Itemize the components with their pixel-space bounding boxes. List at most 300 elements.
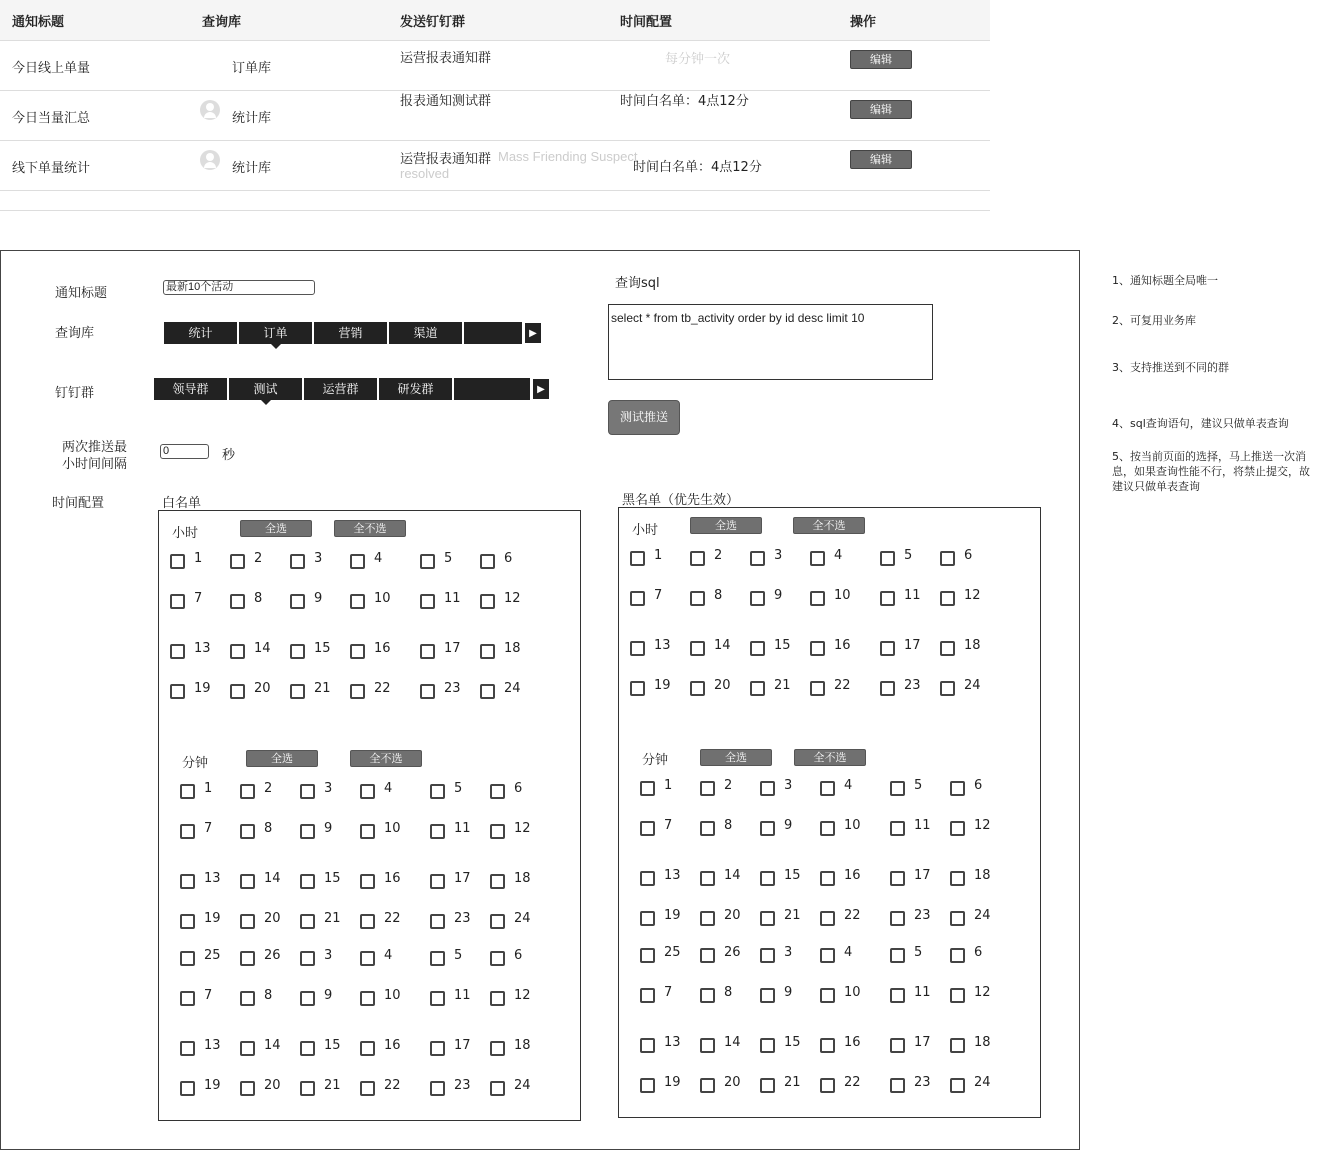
whitelist-minute-number: 16 bbox=[384, 1038, 401, 1053]
whitelist-minute-select-all-button[interactable]: 全选 bbox=[246, 750, 318, 767]
whitelist-hour-select-none-button[interactable]: 全不选 bbox=[334, 520, 406, 537]
whitelist-minute-checkbox[interactable] bbox=[490, 784, 505, 799]
row-db: 订单库 bbox=[232, 61, 272, 76]
blacklist-hour-checkbox[interactable] bbox=[690, 641, 705, 656]
blacklist-hour-number: 22 bbox=[834, 678, 851, 693]
blacklist-minute-checkbox[interactable] bbox=[820, 948, 835, 963]
whitelist-minute-checkbox[interactable] bbox=[300, 1081, 315, 1096]
whitelist-minute-checkbox[interactable] bbox=[360, 874, 375, 889]
whitelist-hour-checkbox[interactable] bbox=[230, 554, 245, 569]
whitelist-hour-checkbox[interactable] bbox=[290, 594, 305, 609]
row-group: 运营报表通知群 bbox=[400, 152, 492, 167]
whitelist-minute-number: 14 bbox=[264, 871, 281, 886]
whitelist-minute-checkbox[interactable] bbox=[240, 824, 255, 839]
blacklist-hour-checkbox[interactable] bbox=[690, 681, 705, 696]
whitelist-hour-number: 22 bbox=[374, 681, 391, 696]
blacklist-minute-checkbox[interactable] bbox=[950, 1078, 965, 1093]
blacklist-hour-checkbox[interactable] bbox=[690, 551, 705, 566]
blacklist-minute-number: 6 bbox=[974, 778, 983, 793]
blacklist-minute-number: 22 bbox=[844, 1075, 861, 1090]
whitelist-minute-checkbox[interactable] bbox=[240, 991, 255, 1006]
blacklist-minute-number: 14 bbox=[724, 868, 741, 883]
whitelist-hour-checkbox[interactable] bbox=[420, 644, 435, 659]
whitelist-hour-number: 16 bbox=[374, 641, 391, 656]
whitelist-minute-checkbox[interactable] bbox=[360, 951, 375, 966]
blacklist-minute-number: 4 bbox=[844, 945, 853, 960]
whitelist-minute-number: 11 bbox=[454, 988, 471, 1003]
blacklist-minute-checkbox[interactable] bbox=[890, 1038, 905, 1053]
interval-label-line1: 两次推送最 bbox=[62, 440, 128, 455]
blacklist-hour-number: 19 bbox=[654, 678, 671, 693]
whitelist-minute-checkbox[interactable] bbox=[240, 1081, 255, 1096]
whitelist-hour-checkbox[interactable] bbox=[230, 644, 245, 659]
whitelist-minute-number: 18 bbox=[514, 871, 531, 886]
row-title: 今日线上单量 bbox=[12, 61, 91, 76]
db-option-order[interactable]: 订单 bbox=[239, 322, 314, 344]
whitelist-hour-number: 7 bbox=[194, 591, 203, 606]
whitelist-minute-checkbox[interactable] bbox=[360, 1081, 375, 1096]
whitelist-minute-number: 5 bbox=[454, 781, 463, 796]
blacklist-hour-number: 14 bbox=[714, 638, 731, 653]
blacklist-minute-checkbox[interactable] bbox=[640, 871, 655, 886]
whitelist-hour-checkbox[interactable] bbox=[350, 554, 365, 569]
whitelist-minute-checkbox[interactable] bbox=[430, 1041, 445, 1056]
blacklist-minute-number: 15 bbox=[784, 1035, 801, 1050]
row-divider bbox=[0, 190, 990, 191]
whitelist-minute-checkbox[interactable] bbox=[300, 874, 315, 889]
whitelist-minute-checkbox[interactable] bbox=[360, 1041, 375, 1056]
test-push-button[interactable]: 测试推送 bbox=[608, 400, 680, 435]
blacklist-hour-checkbox[interactable] bbox=[880, 681, 895, 696]
whitelist-minute-number: 2 bbox=[264, 781, 273, 796]
whitelist-minute-number: 14 bbox=[264, 1038, 281, 1053]
blacklist-minute-checkbox[interactable] bbox=[700, 871, 715, 886]
group-option-empty[interactable] bbox=[454, 378, 532, 400]
whitelist-minute-number: 24 bbox=[514, 1078, 531, 1093]
blacklist-minute-checkbox[interactable] bbox=[890, 988, 905, 1003]
blacklist-hour-checkbox[interactable] bbox=[750, 641, 765, 656]
whitelist-hour-checkbox[interactable] bbox=[420, 594, 435, 609]
blacklist-minute-checkbox[interactable] bbox=[760, 781, 775, 796]
blacklist-hour-number: 17 bbox=[904, 638, 921, 653]
row-time: 时间白名单：4点12分 bbox=[620, 94, 749, 109]
whitelist-minute-number: 21 bbox=[324, 1078, 341, 1093]
group-option-test[interactable]: 测试 bbox=[229, 378, 304, 400]
blacklist-minute-select-none-button[interactable]: 全不选 bbox=[794, 749, 866, 766]
blacklist-minute-checkbox[interactable] bbox=[760, 988, 775, 1003]
blacklist-minute-number: 22 bbox=[844, 908, 861, 923]
whitelist-minute-checkbox[interactable] bbox=[300, 991, 315, 1006]
blacklist-minute-checkbox[interactable] bbox=[820, 988, 835, 1003]
row-group: 报表通知测试群 bbox=[400, 94, 492, 109]
whitelist-minute-checkbox[interactable] bbox=[430, 914, 445, 929]
whitelist-minute-checkbox[interactable] bbox=[490, 824, 505, 839]
whitelist-minute-number: 15 bbox=[324, 1038, 341, 1053]
whitelist-minute-number: 8 bbox=[264, 988, 273, 1003]
blacklist-minute-checkbox[interactable] bbox=[820, 781, 835, 796]
whitelist-minute-checkbox[interactable] bbox=[430, 824, 445, 839]
whitelist-hour-number: 4 bbox=[374, 551, 383, 566]
blacklist-minute-checkbox[interactable] bbox=[640, 781, 655, 796]
whitelist-minute-checkbox[interactable] bbox=[490, 1041, 505, 1056]
interval-unit: 秒 bbox=[222, 448, 236, 463]
blacklist-minute-checkbox[interactable] bbox=[890, 948, 905, 963]
whitelist-minute-number: 4 bbox=[384, 948, 393, 963]
whitelist-minute-number: 23 bbox=[454, 1078, 471, 1093]
whitelist-minute-checkbox[interactable] bbox=[360, 784, 375, 799]
blacklist-minute-checkbox[interactable] bbox=[760, 871, 775, 886]
whitelist-hour-checkbox[interactable] bbox=[350, 644, 365, 659]
whitelist-minute-select-none-button[interactable]: 全不选 bbox=[350, 750, 422, 767]
blacklist-hour-number: 21 bbox=[774, 678, 791, 693]
blacklist-minute-checkbox[interactable] bbox=[760, 821, 775, 836]
blacklist-hour-number: 15 bbox=[774, 638, 791, 653]
blacklist-minute-checkbox[interactable] bbox=[700, 1078, 715, 1093]
sql-textarea[interactable]: select * from tb_activity order by id desc limit 10 bbox=[608, 304, 933, 380]
row-db: 统计库 bbox=[232, 161, 272, 176]
group-option-dev[interactable]: 研发群 bbox=[379, 378, 454, 400]
whitelist-minute-number: 15 bbox=[324, 871, 341, 886]
whitelist-hour-checkbox[interactable] bbox=[350, 684, 365, 699]
db-option-stats[interactable]: 统计 bbox=[164, 322, 239, 344]
whitelist-minute-checkbox[interactable] bbox=[240, 914, 255, 929]
whitelist-minute-checkbox[interactable] bbox=[300, 1041, 315, 1056]
whitelist-hour-checkbox[interactable] bbox=[170, 644, 185, 659]
blacklist-hour-checkbox[interactable] bbox=[940, 641, 955, 656]
blacklist-minute-number: 18 bbox=[974, 868, 991, 883]
blacklist-minute-number: 21 bbox=[784, 1075, 801, 1090]
blacklist-hour-checkbox[interactable] bbox=[750, 591, 765, 606]
header-db: 查询库 bbox=[202, 15, 242, 30]
blacklist-minute-number: 9 bbox=[784, 985, 793, 1000]
whitelist-hour-number: 6 bbox=[504, 551, 513, 566]
whitelist-hour-checkbox[interactable] bbox=[420, 554, 435, 569]
whitelist-minute-checkbox[interactable] bbox=[490, 1081, 505, 1096]
note-1: 1、通知标题全局唯一 bbox=[1112, 274, 1218, 287]
blacklist-hour-checkbox[interactable] bbox=[630, 591, 645, 606]
blacklist-hour-number: 4 bbox=[834, 548, 843, 563]
whitelist-minute-checkbox[interactable] bbox=[430, 951, 445, 966]
note-2: 2、可复用业务库 bbox=[1112, 314, 1196, 327]
blacklist-minute-number: 18 bbox=[974, 1035, 991, 1050]
blacklist-minute-checkbox[interactable] bbox=[950, 821, 965, 836]
blacklist-minute-checkbox[interactable] bbox=[700, 988, 715, 1003]
blacklist-hour-number: 5 bbox=[904, 548, 913, 563]
title-label: 通知标题 bbox=[55, 286, 108, 301]
blacklist-minute-checkbox[interactable] bbox=[700, 781, 715, 796]
whitelist-hour-checkbox[interactable] bbox=[420, 684, 435, 699]
notification-table bbox=[0, 0, 990, 210]
blacklist-hour-number: 9 bbox=[774, 588, 783, 603]
blacklist-hour-number: 23 bbox=[904, 678, 921, 693]
whitelist-hour-checkbox[interactable] bbox=[480, 594, 495, 609]
blacklist-minute-checkbox[interactable] bbox=[890, 911, 905, 926]
blacklist-minute-number: 23 bbox=[914, 1075, 931, 1090]
whitelist-minute-number: 13 bbox=[204, 871, 221, 886]
blacklist-hour-checkbox[interactable] bbox=[880, 591, 895, 606]
blacklist-minute-checkbox[interactable] bbox=[890, 871, 905, 886]
blacklist-hour-checkbox[interactable] bbox=[810, 591, 825, 606]
whitelist-minute-number: 18 bbox=[514, 1038, 531, 1053]
whitelist-hour-checkbox[interactable] bbox=[290, 644, 305, 659]
whitelist-minute-number: 17 bbox=[454, 871, 471, 886]
blacklist-minute-number: 19 bbox=[664, 1075, 681, 1090]
blacklist-minute-checkbox[interactable] bbox=[820, 821, 835, 836]
whitelist-minute-checkbox[interactable] bbox=[360, 914, 375, 929]
whitelist-hour-checkbox[interactable] bbox=[170, 684, 185, 699]
blacklist-hour-checkbox[interactable] bbox=[810, 681, 825, 696]
blacklist-hour-number: 1 bbox=[654, 548, 663, 563]
edit-button[interactable]: 编辑 bbox=[850, 150, 912, 169]
whitelist-minute-checkbox[interactable] bbox=[300, 951, 315, 966]
edit-button[interactable]: 编辑 bbox=[850, 50, 912, 69]
whitelist-hour-checkbox[interactable] bbox=[350, 594, 365, 609]
blacklist-minute-checkbox[interactable] bbox=[760, 948, 775, 963]
blacklist-hour-checkbox[interactable] bbox=[630, 551, 645, 566]
blacklist-minute-number: 20 bbox=[724, 1075, 741, 1090]
whitelist-hour-select-all-button[interactable]: 全选 bbox=[240, 520, 312, 537]
whitelist-minute-number: 10 bbox=[384, 821, 401, 836]
blacklist-minute-checkbox[interactable] bbox=[640, 821, 655, 836]
blacklist-minute-checkbox[interactable] bbox=[700, 821, 715, 836]
blacklist-minute-checkbox[interactable] bbox=[890, 781, 905, 796]
group-label: 钉钉群 bbox=[55, 386, 95, 401]
whitelist-minute-number: 9 bbox=[324, 821, 333, 836]
avatar-icon bbox=[200, 150, 220, 170]
interval-input[interactable]: 0 bbox=[160, 444, 209, 459]
whitelist-minute-checkbox[interactable] bbox=[430, 991, 445, 1006]
blacklist-minute-checkbox[interactable] bbox=[640, 988, 655, 1003]
whitelist-minute-checkbox[interactable] bbox=[490, 951, 505, 966]
blacklist-minute-checkbox[interactable] bbox=[950, 988, 965, 1003]
blacklist-minute-number: 10 bbox=[844, 818, 861, 833]
whitelist-minute-checkbox[interactable] bbox=[180, 874, 195, 889]
blacklist-minute-number: 14 bbox=[724, 1035, 741, 1050]
whitelist-hour-checkbox[interactable] bbox=[290, 684, 305, 699]
whitelist-minute-checkbox[interactable] bbox=[180, 1081, 195, 1096]
whitelist-minute-checkbox[interactable] bbox=[180, 991, 195, 1006]
blacklist-hour-number: 8 bbox=[714, 588, 723, 603]
group-option-ops[interactable]: 运营群 bbox=[304, 378, 379, 400]
whitelist-minute-number: 20 bbox=[264, 911, 281, 926]
blacklist-minute-checkbox[interactable] bbox=[760, 911, 775, 926]
blacklist-hour-select-all-button[interactable]: 全选 bbox=[690, 517, 762, 534]
blacklist-hour-checkbox[interactable] bbox=[880, 641, 895, 656]
blacklist-minute-checkbox[interactable] bbox=[640, 911, 655, 926]
whitelist-minute-checkbox[interactable] bbox=[240, 874, 255, 889]
row-time: 每分钟一次 bbox=[665, 52, 731, 67]
blacklist-hour-number: 13 bbox=[654, 638, 671, 653]
blacklist-hour-number: 6 bbox=[964, 548, 973, 563]
blacklist-minute-number: 17 bbox=[914, 1035, 931, 1050]
group-option-leaders[interactable]: 领导群 bbox=[154, 378, 229, 400]
overlay-text-status: resolved bbox=[400, 166, 450, 181]
whitelist-minute-number: 16 bbox=[384, 871, 401, 886]
whitelist-minute-checkbox[interactable] bbox=[430, 784, 445, 799]
whitelist-label: 白名单 bbox=[162, 496, 202, 511]
blacklist-hour-checkbox[interactable] bbox=[690, 591, 705, 606]
blacklist-minute-checkbox[interactable] bbox=[890, 821, 905, 836]
db-option-empty[interactable] bbox=[464, 322, 524, 344]
whitelist-minute-checkbox[interactable] bbox=[300, 784, 315, 799]
whitelist-minute-number: 17 bbox=[454, 1038, 471, 1053]
whitelist-minute-number: 22 bbox=[384, 911, 401, 926]
blacklist-minute-checkbox[interactable] bbox=[820, 1038, 835, 1053]
blacklist-minute-checkbox[interactable] bbox=[640, 1078, 655, 1093]
blacklist-hour-number: 3 bbox=[774, 548, 783, 563]
blacklist-minute-number: 5 bbox=[914, 945, 923, 960]
blacklist-minute-number: 13 bbox=[664, 1035, 681, 1050]
whitelist-hour-number: 2 bbox=[254, 551, 263, 566]
whitelist-hour-checkbox[interactable] bbox=[480, 684, 495, 699]
blacklist-hour-number: 7 bbox=[654, 588, 663, 603]
whitelist-minute-checkbox[interactable] bbox=[300, 914, 315, 929]
blacklist-hour-number: 2 bbox=[714, 548, 723, 563]
blacklist-minute-checkbox[interactable] bbox=[950, 1038, 965, 1053]
blacklist-minute-number: 25 bbox=[664, 945, 681, 960]
blacklist-hour-checkbox[interactable] bbox=[940, 551, 955, 566]
sql-label: 查询sql bbox=[615, 276, 660, 291]
blacklist-minute-checkbox[interactable] bbox=[890, 1078, 905, 1093]
whitelist-hour-checkbox[interactable] bbox=[480, 554, 495, 569]
blacklist-minute-number: 7 bbox=[664, 818, 673, 833]
blacklist-hour-select-none-button[interactable]: 全不选 bbox=[793, 517, 865, 534]
whitelist-minute-checkbox[interactable] bbox=[180, 824, 195, 839]
whitelist-hour-number: 5 bbox=[444, 551, 453, 566]
whitelist-minute-checkbox[interactable] bbox=[360, 991, 375, 1006]
whitelist-minute-number: 13 bbox=[204, 1038, 221, 1053]
whitelist-minute-checkbox[interactable] bbox=[360, 824, 375, 839]
whitelist-hour-checkbox[interactable] bbox=[230, 594, 245, 609]
whitelist-hour-checkbox[interactable] bbox=[480, 644, 495, 659]
blacklist-minute-number: 12 bbox=[974, 985, 991, 1000]
blacklist-hour-checkbox[interactable] bbox=[630, 681, 645, 696]
whitelist-hour-number: 15 bbox=[314, 641, 331, 656]
blacklist-minute-number: 3 bbox=[784, 945, 793, 960]
whitelist-hour-checkbox[interactable] bbox=[170, 554, 185, 569]
whitelist-minute-checkbox[interactable] bbox=[490, 874, 505, 889]
blacklist-minute-number: 12 bbox=[974, 818, 991, 833]
whitelist-hour-checkbox[interactable] bbox=[290, 554, 305, 569]
blacklist-hour-checkbox[interactable] bbox=[940, 591, 955, 606]
blacklist-minute-checkbox[interactable] bbox=[820, 1078, 835, 1093]
whitelist-minute-checkbox[interactable] bbox=[180, 951, 195, 966]
blacklist-minute-checkbox[interactable] bbox=[760, 1078, 775, 1093]
blacklist-hour-number: 12 bbox=[964, 588, 981, 603]
blacklist-minute-number: 16 bbox=[844, 868, 861, 883]
whitelist-minute-number: 25 bbox=[204, 948, 221, 963]
blacklist-minute-checkbox[interactable] bbox=[950, 948, 965, 963]
row-time: 时间白名单：4点12分 bbox=[633, 160, 762, 175]
whitelist-minute-checkbox[interactable] bbox=[180, 784, 195, 799]
db-option-marketing[interactable]: 营销 bbox=[314, 322, 389, 344]
whitelist-minute-number: 19 bbox=[204, 911, 221, 926]
group-next-arrow-icon[interactable]: ▶ bbox=[532, 378, 550, 400]
whitelist-minute-checkbox[interactable] bbox=[180, 914, 195, 929]
blacklist-hour-checkbox[interactable] bbox=[940, 681, 955, 696]
whitelist-hour-checkbox[interactable] bbox=[170, 594, 185, 609]
whitelist-hour-number: 14 bbox=[254, 641, 271, 656]
blacklist-minute-checkbox[interactable] bbox=[820, 911, 835, 926]
whitelist-hour-number: 13 bbox=[194, 641, 211, 656]
whitelist-minute-number: 23 bbox=[454, 911, 471, 926]
whitelist-minute-number: 5 bbox=[454, 948, 463, 963]
db-segmented-control bbox=[164, 322, 542, 344]
whitelist-hour-label: 小时 bbox=[172, 526, 199, 541]
blacklist-minute-number: 16 bbox=[844, 1035, 861, 1050]
db-label: 查询库 bbox=[55, 326, 95, 341]
whitelist-hour-number: 8 bbox=[254, 591, 263, 606]
whitelist-minute-checkbox[interactable] bbox=[240, 1041, 255, 1056]
blacklist-minute-checkbox[interactable] bbox=[700, 1038, 715, 1053]
blacklist-minute-number: 5 bbox=[914, 778, 923, 793]
blacklist-minute-number: 15 bbox=[784, 868, 801, 883]
blacklist-hour-checkbox[interactable] bbox=[880, 551, 895, 566]
whitelist-hour-number: 3 bbox=[314, 551, 323, 566]
blacklist-hour-checkbox[interactable] bbox=[750, 681, 765, 696]
db-next-arrow-icon[interactable]: ▶ bbox=[524, 322, 542, 344]
header-group: 发送钉钉群 bbox=[400, 15, 466, 30]
blacklist-minute-number: 26 bbox=[724, 945, 741, 960]
whitelist-hour-number: 23 bbox=[444, 681, 461, 696]
whitelist-minute-number: 24 bbox=[514, 911, 531, 926]
blacklist-minute-checkbox[interactable] bbox=[950, 781, 965, 796]
blacklist-hour-checkbox[interactable] bbox=[810, 641, 825, 656]
db-option-channel[interactable]: 渠道 bbox=[389, 322, 464, 344]
whitelist-minute-checkbox[interactable] bbox=[300, 824, 315, 839]
title-input[interactable]: 最新10个活动 bbox=[163, 280, 315, 295]
blacklist-hour-checkbox[interactable] bbox=[750, 551, 765, 566]
whitelist-minute-number: 22 bbox=[384, 1078, 401, 1093]
blacklist-minute-number: 11 bbox=[914, 985, 931, 1000]
blacklist-minute-checkbox[interactable] bbox=[640, 1038, 655, 1053]
blacklist-hour-checkbox[interactable] bbox=[810, 551, 825, 566]
whitelist-minute-checkbox[interactable] bbox=[240, 784, 255, 799]
blacklist-minute-checkbox[interactable] bbox=[640, 948, 655, 963]
blacklist-hour-number: 24 bbox=[964, 678, 981, 693]
row-group: 运营报表通知群 bbox=[400, 51, 492, 66]
blacklist-minute-number: 11 bbox=[914, 818, 931, 833]
blacklist-minute-checkbox[interactable] bbox=[950, 911, 965, 926]
row-divider bbox=[0, 90, 990, 91]
blacklist-minute-number: 6 bbox=[974, 945, 983, 960]
whitelist-hour-number: 20 bbox=[254, 681, 271, 696]
blacklist-minute-checkbox[interactable] bbox=[700, 948, 715, 963]
whitelist-minute-checkbox[interactable] bbox=[430, 874, 445, 889]
whitelist-minute-checkbox[interactable] bbox=[180, 1041, 195, 1056]
group-segmented-control bbox=[154, 378, 550, 400]
whitelist-minute-checkbox[interactable] bbox=[430, 1081, 445, 1096]
whitelist-minute-checkbox[interactable] bbox=[490, 991, 505, 1006]
blacklist-minute-checkbox[interactable] bbox=[760, 1038, 775, 1053]
whitelist-minute-number: 6 bbox=[514, 781, 523, 796]
blacklist-minute-number: 3 bbox=[784, 778, 793, 793]
whitelist-minute-number: 11 bbox=[454, 821, 471, 836]
blacklist-minute-checkbox[interactable] bbox=[700, 911, 715, 926]
blacklist-minute-number: 2 bbox=[724, 778, 733, 793]
note-5: 5、按当前页面的选择，马上推送一次消息，如果查询性能不行，将禁止提交，故建议只做单表查询 bbox=[1112, 450, 1310, 493]
blacklist-minute-number: 8 bbox=[724, 985, 733, 1000]
blacklist-minute-checkbox[interactable] bbox=[950, 871, 965, 886]
blacklist-hour-number: 11 bbox=[904, 588, 921, 603]
whitelist-minute-checkbox[interactable] bbox=[490, 914, 505, 929]
blacklist-minute-select-all-button[interactable]: 全选 bbox=[700, 749, 772, 766]
edit-button[interactable]: 编辑 bbox=[850, 100, 912, 119]
whitelist-minute-checkbox[interactable] bbox=[240, 951, 255, 966]
blacklist-hour-checkbox[interactable] bbox=[630, 641, 645, 656]
whitelist-hour-checkbox[interactable] bbox=[230, 684, 245, 699]
blacklist-minute-checkbox[interactable] bbox=[820, 871, 835, 886]
